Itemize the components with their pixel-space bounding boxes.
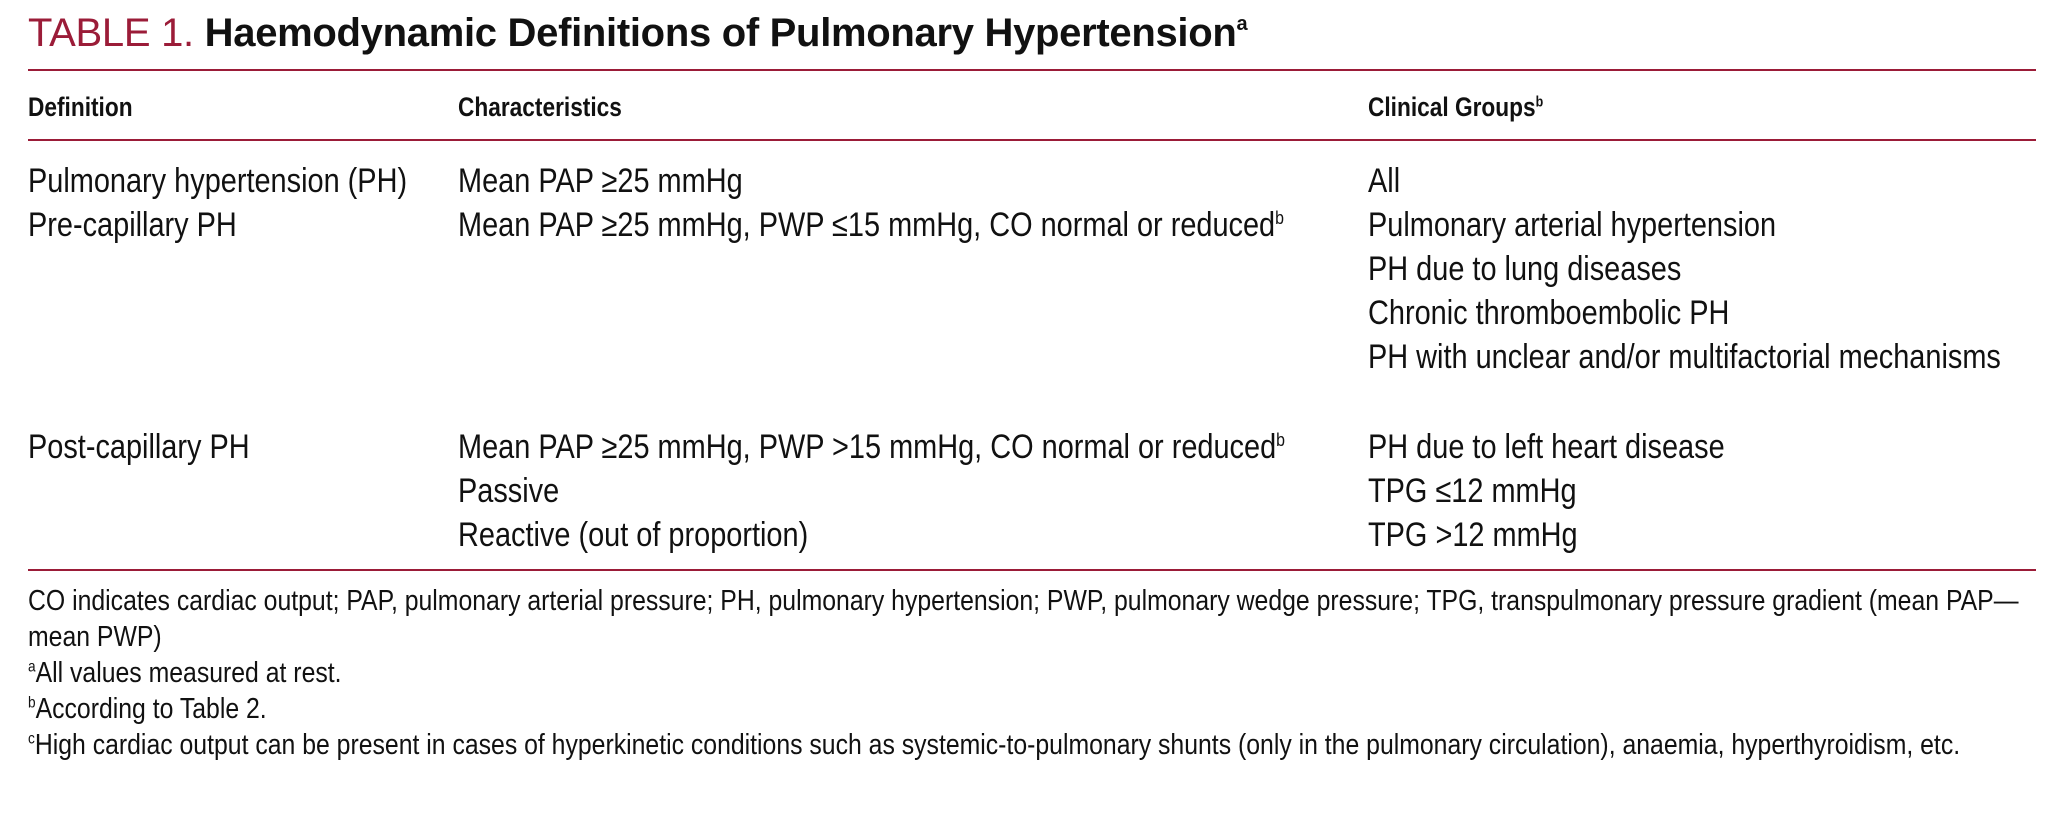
bottom-rule xyxy=(28,569,2036,571)
top-rule xyxy=(28,69,2036,71)
cell-clinical-group: Pulmonary arterial hypertension xyxy=(1368,206,1777,244)
cell-characteristics: Mean PAP ≥25 mmHg, PWP >15 mmHg, CO normal or reduced$^b$ xyxy=(458,428,1285,466)
footnote-a-mark: a xyxy=(28,658,36,676)
footnote-c: $^c$High cardiac output can be present in cases of hyperkinetic conditions such as systemic-to-pulmonary shunts (only in the pulmonary circulation), anaemia, hyperthyroidism, etc. xyxy=(28,729,1961,761)
cell-definition: Pulmonary hypertension (PH) xyxy=(28,162,408,200)
abbreviations-note: CO indicates cardiac output; PAP, pulmonary arterial pressure; PH, pulmonary hypertension; PWP, pulmonary wedge pressure; TPG, transpulmonary pressure gradient (mean PAP—mean PWP) xyxy=(28,585,2019,653)
header-definition: Definition xyxy=(28,92,133,122)
header-footnote-mark: b xyxy=(1535,94,1544,111)
cell-characteristics: Mean PAP ≥25 mmHg, PWP ≤15 mmHg, CO normal or reduced$^b$ xyxy=(458,206,1284,244)
cell-definition: Post-capillary PH xyxy=(28,428,250,466)
table-row xyxy=(0,335,2062,379)
header-clinical-groups xyxy=(1368,90,1543,124)
cell-clinical-group: TPG ≤12 mmHg xyxy=(1368,472,1577,510)
characteristics-footnote-mark: b xyxy=(1275,206,1284,228)
cell-clinical-group: All xyxy=(1368,162,1401,200)
table-row xyxy=(0,291,2062,335)
cell-characteristics: Mean PAP ≥25 mmHg xyxy=(458,162,743,200)
cell-characteristics: Passive xyxy=(458,472,560,510)
characteristics-footnote-mark: b xyxy=(1276,428,1285,450)
table-row xyxy=(0,203,2062,247)
footnote-c-mark: c xyxy=(28,730,35,748)
cell-characteristics: Reactive (out of proportion) xyxy=(458,516,809,554)
cell-definition: Pre-capillary PH xyxy=(28,206,237,244)
table-row xyxy=(0,425,2062,469)
footnote-a: $^a$All values measured at rest. xyxy=(28,657,342,689)
table-title-text: Haemodynamic Definitions of Pulmonary Hypertension xyxy=(204,11,1237,55)
cell-clinical-group: PH due to lung diseases xyxy=(1368,250,1682,288)
footnote-b-mark: b xyxy=(28,694,36,712)
table-row xyxy=(0,469,2062,513)
cell-clinical-group: PH due to left heart disease xyxy=(1368,428,1725,466)
table-title xyxy=(28,8,1247,58)
table-row xyxy=(0,513,2062,557)
cell-clinical-group: PH with unclear and/or multifactorial mechanisms xyxy=(1368,338,2001,376)
footnote-b: $^b$According to Table 2. xyxy=(28,693,267,725)
title-footnote-mark: a xyxy=(1236,13,1248,35)
cell-clinical-group: Chronic thromboembolic PH xyxy=(1368,294,1730,332)
table-footnotes xyxy=(28,583,2037,763)
table-row xyxy=(0,159,2062,203)
header-clinical-groups-label: Clinical Groups xyxy=(1368,92,1536,122)
header-rule xyxy=(28,139,2036,141)
header-characteristics: Characteristics xyxy=(458,92,622,122)
table-number: TABLE 1. xyxy=(28,11,194,55)
table-row xyxy=(0,247,2062,291)
cell-clinical-group: TPG >12 mmHg xyxy=(1368,516,1578,554)
